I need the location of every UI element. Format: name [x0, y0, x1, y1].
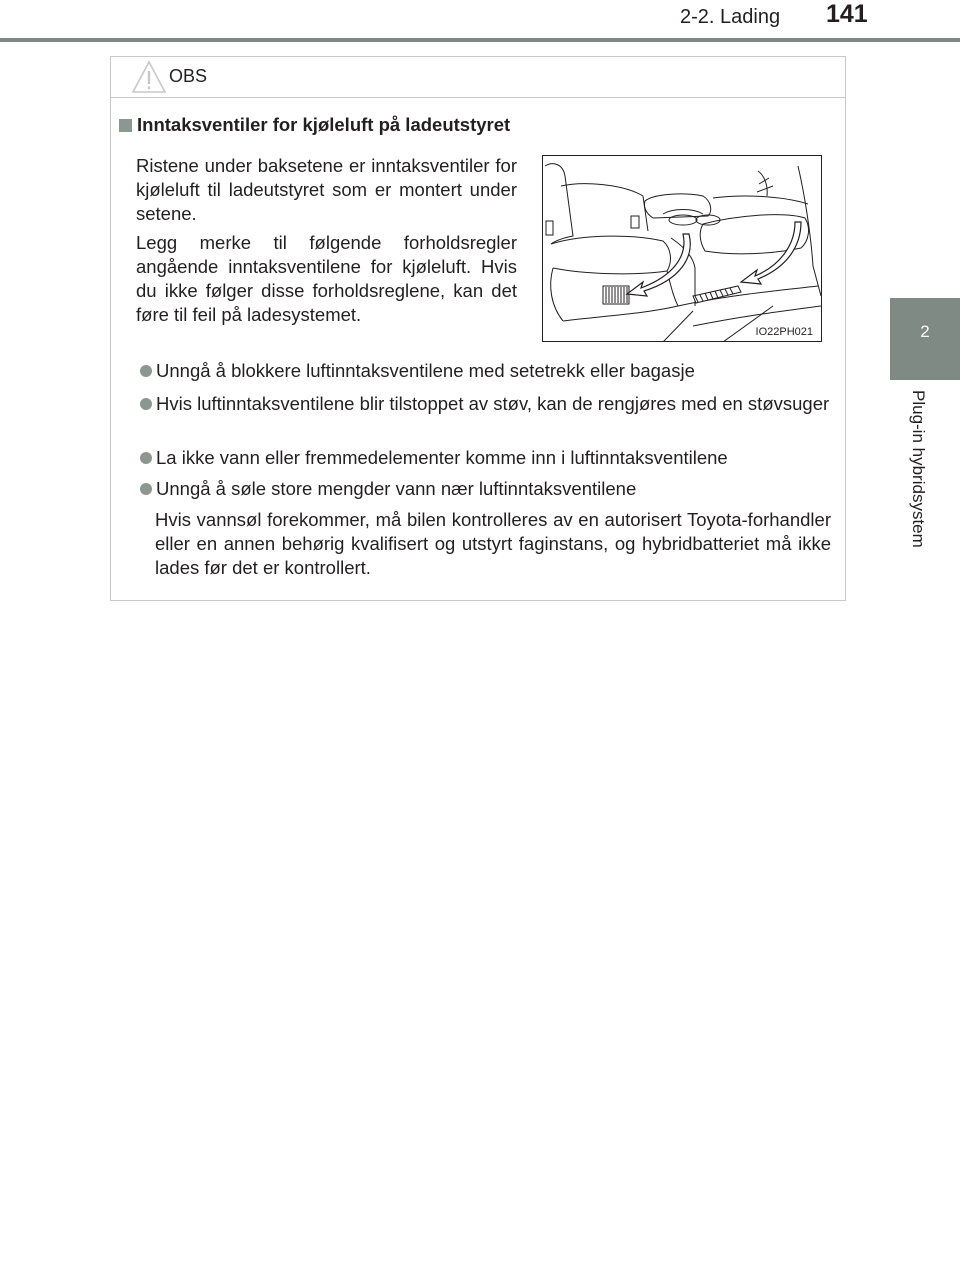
chapter-label: Plug-in hybridsystem: [909, 390, 928, 548]
notice-title: OBS: [169, 66, 208, 86]
bullet-dot: [140, 365, 152, 377]
bullet-dot: [140, 483, 152, 495]
warning-triangle-icon: [131, 60, 167, 94]
chapter-tab: [890, 298, 960, 380]
bullet-text: Hvis luftinntaksventilene blir tilstoppet av støv, kan de rengjøres med en støvsuger: [156, 393, 830, 414]
notice-box: [110, 56, 846, 601]
arrow-right: [741, 222, 801, 284]
header-section-title: 2-2. Lading: [680, 6, 781, 28]
follow-up-paragraph: Hvis vannsøl forekommer, må bilen kontrolleres av en autorisert Toyota-forhandler eller en annen behørig kvalifisert og utstyrt faginstans, og hybridbatteriet må ikke lades før det er kontrollert.: [155, 509, 831, 578]
header-rule: [0, 38, 960, 42]
intro-paragraph-1: Ristene under baksetene er inntaksventiler for kjøleluft til ladeutstyret som er montert under setene.: [136, 155, 517, 224]
bullet-text: Unngå å søle store mengder vann nær luftinntaksventilene: [156, 478, 637, 499]
bullet-dot: [140, 452, 152, 464]
section-heading: Inntaksventiler for kjøleluft på ladeutstyret: [137, 114, 511, 135]
right-intake-grille: [693, 286, 741, 303]
page-number: 141: [826, 0, 868, 28]
left-intake-grille: [603, 286, 629, 304]
section-marker: [119, 119, 132, 132]
bullet-text: La ikke vann eller fremmedelementer komme inn i luftinntaksventilene: [156, 447, 728, 468]
bullet-dot: [140, 398, 152, 410]
bullet-text: Unngå å blokkere luftinntaksventilene med setetrekk eller bagasje: [156, 360, 695, 381]
rear-seat-drawing: [543, 156, 822, 342]
arrow-left: [627, 234, 690, 296]
figure-code: IO22PH021: [755, 326, 813, 338]
chapter-number: 2: [920, 322, 930, 341]
notice-header: [111, 57, 845, 98]
intro-paragraph-2: Legg merke til følgende forholdsregler angående inntaksventilene for kjøleluft. Hvis du ikke følger disse forholdsreglene, kan det føre til feil på ladesystemet.: [136, 232, 517, 325]
rear-seat-illustration: [542, 155, 822, 342]
